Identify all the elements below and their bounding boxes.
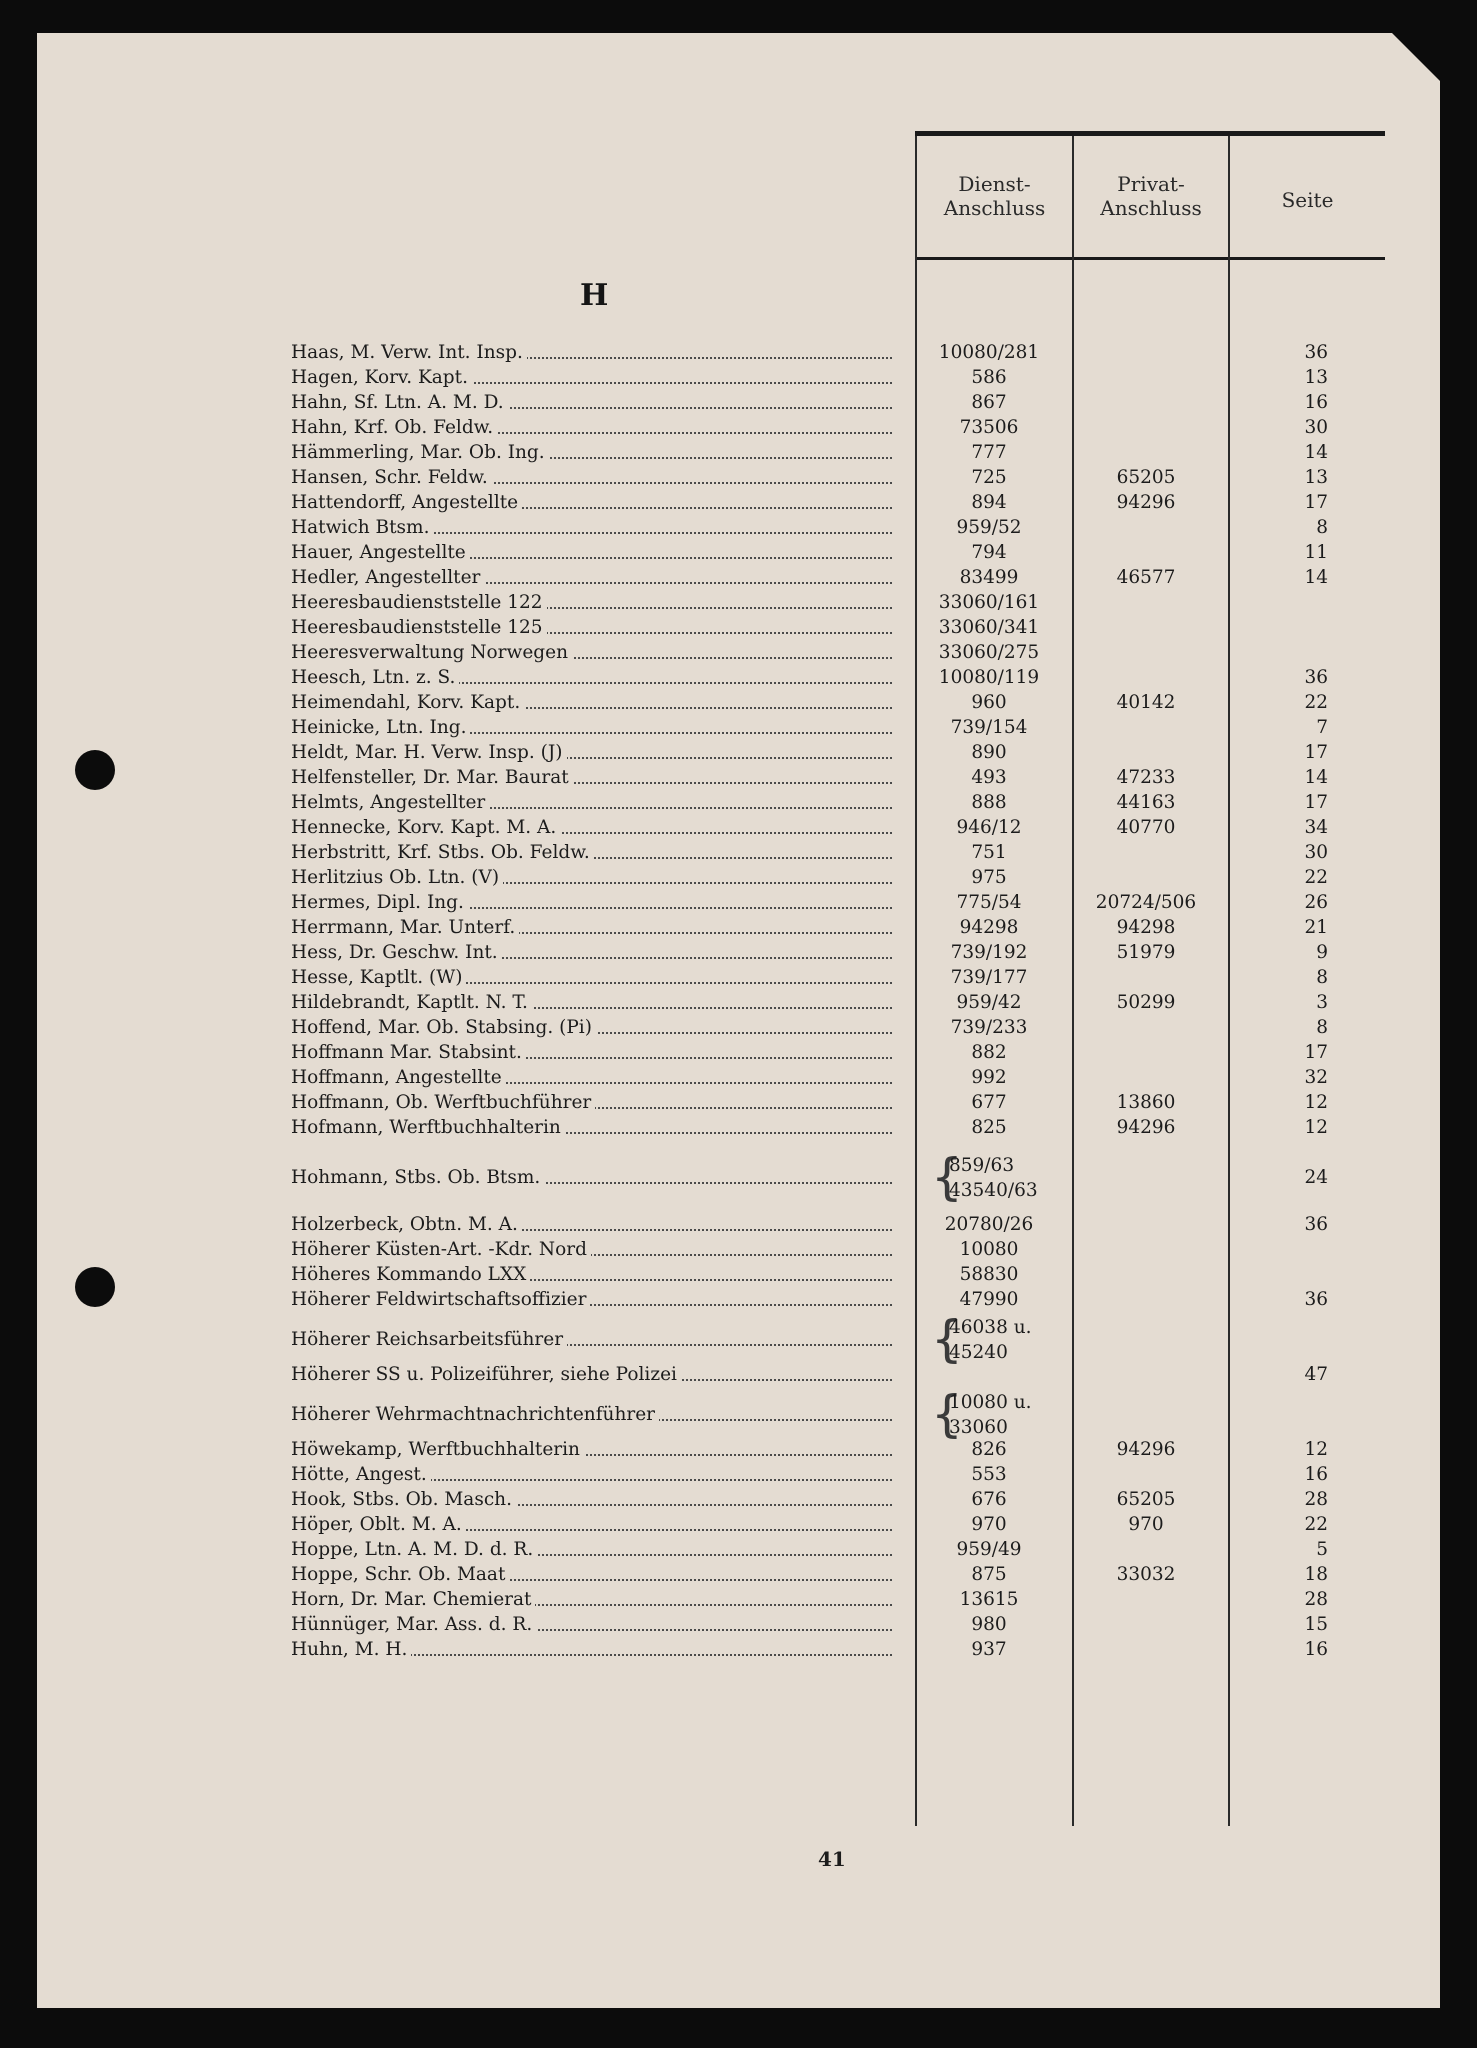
dienst-number-line: 10080 u. <box>949 1392 1032 1413</box>
table-row <box>291 815 1351 840</box>
table-row <box>291 540 1351 565</box>
dienst-header-line: Anschluss <box>943 196 1046 220</box>
dienst-number: 10080 <box>959 1239 1019 1260</box>
page-reference: 12 <box>1304 1117 1328 1138</box>
table-row <box>291 1637 1351 1662</box>
entry-name-cell <box>291 515 896 540</box>
dienst-number: 676 <box>971 1489 1007 1510</box>
dienst-number: 739/233 <box>950 1017 1028 1038</box>
entry-name: Höherer Reichsarbeitsführer <box>291 1329 567 1350</box>
dienst-number: 975 <box>971 867 1007 888</box>
dienst-number: 867 <box>971 392 1007 413</box>
brace-glyph: { <box>931 1148 963 1206</box>
entry-name-cell <box>291 1362 896 1387</box>
entry-name: Höherer Küsten-Art. -Kdr. Nord <box>291 1239 591 1260</box>
entry-name: Hildebrandt, Kaptlt. N. T. <box>291 992 532 1013</box>
entry-name: Höper, Oblt. M. A. <box>291 1514 466 1535</box>
table-top-rule <box>915 131 1385 136</box>
entry-name: Hattendorff, Angestellte <box>291 492 522 513</box>
entry-name: Horn, Dr. Mar. Chemierat <box>291 1589 535 1610</box>
dienst-number: 33060/275 <box>938 642 1040 663</box>
entry-name: Herrmann, Mar. Unterf. <box>291 917 519 938</box>
entry-name-cell <box>291 690 896 715</box>
table-row <box>291 790 1351 815</box>
table-row <box>291 1040 1351 1065</box>
entry-name-cell <box>291 490 896 515</box>
privat-number: 94296 <box>1116 1117 1176 1138</box>
entry-name-cell <box>291 840 896 865</box>
dienst-number-line: 45240 <box>949 1342 1008 1363</box>
entry-name: Herbstritt, Krf. Stbs. Ob. Feldw. <box>291 842 594 863</box>
table-row <box>291 390 1351 415</box>
entry-name-cell <box>291 1065 896 1090</box>
dienst-number: 890 <box>971 742 1007 763</box>
entry-name-cell <box>291 1562 896 1587</box>
punch-hole-bottom <box>75 1267 115 1307</box>
table-row <box>291 490 1351 515</box>
table-row <box>291 1065 1351 1090</box>
entry-name-cell <box>291 1115 896 1140</box>
page-reference: 30 <box>1304 417 1328 438</box>
table-row <box>291 1090 1351 1115</box>
privat-number: 65205 <box>1116 1489 1176 1510</box>
entry-name-cell <box>291 590 896 615</box>
entry-name-cell <box>291 865 896 890</box>
page-reference: 16 <box>1304 1464 1328 1485</box>
page-reference: 32 <box>1304 1067 1328 1088</box>
entry-name: Hennecke, Korv. Kapt. M. A. <box>291 817 560 838</box>
page-reference: 28 <box>1304 1589 1328 1610</box>
entry-name-cell <box>291 1237 896 1262</box>
page-reference: 36 <box>1304 667 1328 688</box>
page-reference: 13 <box>1304 367 1328 388</box>
entry-name: Hesse, Kaptlt. (W) <box>291 967 466 988</box>
page-reference: 9 <box>1316 942 1328 963</box>
dienst-number: 739/192 <box>950 942 1028 963</box>
table-row <box>291 565 1351 590</box>
dienst-number: 33060/341 <box>938 617 1040 638</box>
page-reference: 8 <box>1316 1017 1328 1038</box>
table-row <box>291 1237 1351 1262</box>
dienst-number: 826 <box>971 1439 1007 1460</box>
entry-name-cell <box>291 1612 896 1637</box>
table-row <box>291 1148 1351 1206</box>
table-row <box>291 615 1351 640</box>
entry-name: Heesch, Ltn. z. S. <box>291 667 459 688</box>
page-reference: 17 <box>1304 492 1328 513</box>
page-reference: 30 <box>1304 842 1328 863</box>
privat-number: 13860 <box>1116 1092 1176 1113</box>
table-row <box>291 890 1351 915</box>
page-reference: 34 <box>1304 817 1328 838</box>
privat-header-line: Anschluss <box>1100 196 1202 220</box>
entry-name: Hämmerling, Mar. Ob. Ing. <box>291 442 549 463</box>
page-reference: 28 <box>1304 1489 1328 1510</box>
entry-name-cell <box>291 1637 896 1662</box>
page-reference: 17 <box>1304 1042 1328 1063</box>
dienst-number: 777 <box>971 442 1007 463</box>
dienst-number: 33060/161 <box>938 592 1040 613</box>
page-reference: 14 <box>1304 442 1328 463</box>
dienst-number: 992 <box>971 1067 1007 1088</box>
entry-name-cell <box>291 1402 896 1427</box>
entry-name-cell <box>291 1015 896 1040</box>
dienst-number: 13615 <box>959 1589 1019 1610</box>
page-reference: 13 <box>1304 467 1328 488</box>
dienst-number: 825 <box>971 1117 1007 1138</box>
dienst-number: 894 <box>971 492 1007 513</box>
table-row <box>291 465 1351 490</box>
page-reference: 14 <box>1304 767 1328 788</box>
entry-name: Huhn, M. H. <box>291 1639 411 1660</box>
dienst-number: 58830 <box>959 1264 1019 1285</box>
dienst-number: 959/42 <box>956 992 1022 1013</box>
privat-number: 970 <box>1128 1514 1164 1535</box>
entry-name-cell <box>291 565 896 590</box>
table-row <box>291 1437 1351 1462</box>
entry-name-cell <box>291 340 896 365</box>
privat-number: 94298 <box>1116 917 1176 938</box>
table-row <box>291 1562 1351 1587</box>
entry-name: Heeresbaudienststelle 125 <box>291 617 547 638</box>
page-number: 41 <box>818 1847 846 1871</box>
seite-header-label: Seite <box>1281 188 1334 212</box>
table-row <box>291 1487 1351 1512</box>
dienst-number: 10080/281 <box>938 342 1040 363</box>
page-reference: 12 <box>1304 1439 1328 1460</box>
page-reference: 3 <box>1316 992 1328 1013</box>
entry-name: Hohmann, Stbs. Ob. Btsm. <box>291 1167 544 1188</box>
table-row <box>291 1512 1351 1537</box>
entry-name-cell <box>291 615 896 640</box>
entry-name: Helmts, Angestellter <box>291 792 489 813</box>
table-row <box>291 1287 1351 1312</box>
entry-name-cell <box>291 1512 896 1537</box>
entry-name: Hatwich Btsm. <box>291 517 433 538</box>
dienst-number: 94298 <box>959 917 1019 938</box>
entry-name-cell <box>291 1537 896 1562</box>
table-row <box>291 1310 1351 1368</box>
page-reference: 15 <box>1304 1614 1328 1635</box>
table-row <box>291 1612 1351 1637</box>
entry-name: Höherer Feldwirtschaftsoffizier <box>291 1289 590 1310</box>
entry-name: Hedler, Angestellter <box>291 567 484 588</box>
privat-number: 94296 <box>1116 492 1176 513</box>
dienst-number: 73506 <box>959 417 1019 438</box>
entry-name: Hahn, Krf. Ob. Feldw. <box>291 417 497 438</box>
entry-name-cell <box>291 1090 896 1115</box>
entry-name-cell <box>291 540 896 565</box>
entry-name: Hoppe, Ltn. A. M. D. d. R. <box>291 1539 537 1560</box>
page-reference: 16 <box>1304 392 1328 413</box>
table-row <box>291 1462 1351 1487</box>
dienst-number: 970 <box>971 1514 1007 1535</box>
entry-name: Hermes, Dipl. Ing. <box>291 892 468 913</box>
entry-name-cell <box>291 990 896 1015</box>
dienst-number: 794 <box>971 542 1007 563</box>
table-row <box>291 840 1351 865</box>
privat-number: 40770 <box>1116 817 1176 838</box>
dienst-number-line: 43540/63 <box>949 1180 1038 1201</box>
entry-name-cell <box>291 765 896 790</box>
dienst-number: 959/52 <box>956 517 1022 538</box>
entry-name: Hoppe, Schr. Ob. Maat <box>291 1564 509 1585</box>
dienst-number: 20780/26 <box>944 1214 1034 1235</box>
page-reference: 17 <box>1304 742 1328 763</box>
entry-name: Hess, Dr. Geschw. Int. <box>291 942 502 963</box>
page-reference: 18 <box>1304 1564 1328 1585</box>
page-reference: 36 <box>1304 1289 1328 1310</box>
table-row <box>291 965 1351 990</box>
entry-name: Hauer, Angestellte <box>291 542 470 563</box>
page-reference: 8 <box>1316 517 1328 538</box>
dienst-number: 875 <box>971 1564 1007 1585</box>
table-row <box>291 715 1351 740</box>
entry-name-cell <box>291 1262 896 1287</box>
table-row <box>291 515 1351 540</box>
table-row <box>291 640 1351 665</box>
table-row <box>291 665 1351 690</box>
dienst-number: 493 <box>971 767 1007 788</box>
entry-name: Helfensteller, Dr. Mar. Baurat <box>291 767 573 788</box>
folded-corner <box>1392 33 1444 85</box>
privat-number: 94296 <box>1116 1439 1176 1460</box>
dienst-number: 677 <box>971 1092 1007 1113</box>
dienst-number: 888 <box>971 792 1007 813</box>
entry-name: Hoffend, Mar. Ob. Stabsing. (Pi) <box>291 1017 596 1038</box>
page-reference: 8 <box>1316 967 1328 988</box>
table-row <box>291 440 1351 465</box>
dienst-number: 725 <box>971 467 1007 488</box>
privat-number: 51979 <box>1116 942 1176 963</box>
dienst-number: 739/154 <box>950 717 1028 738</box>
entry-name: Höwekamp, Werftbuchhalterin <box>291 1439 584 1460</box>
page-reference: 12 <box>1304 1092 1328 1113</box>
table-row <box>291 765 1351 790</box>
section-letter: H <box>580 278 609 313</box>
entry-name: Hünnüger, Mar. Ass. d. R. <box>291 1614 536 1635</box>
entry-name-cell <box>291 440 896 465</box>
page-reference: 36 <box>1304 1214 1328 1235</box>
page-reference: 7 <box>1316 717 1328 738</box>
entry-name-cell <box>291 815 896 840</box>
entry-name-cell <box>291 415 896 440</box>
privat-number: 40142 <box>1116 692 1176 713</box>
brace-glyph: { <box>931 1310 963 1368</box>
entry-name: Heeresbaudienststelle 122 <box>291 592 547 613</box>
page-reference: 24 <box>1304 1167 1328 1188</box>
entry-name-cell <box>291 1327 896 1352</box>
page-reference: 47 <box>1304 1364 1328 1385</box>
dienst-number: 553 <box>971 1464 1007 1485</box>
punch-hole-top <box>75 750 115 790</box>
dienst-number: 10080/119 <box>938 667 1040 688</box>
entry-name: Hötte, Angest. <box>291 1464 431 1485</box>
table-row <box>291 990 1351 1015</box>
entry-name-cell <box>291 1587 896 1612</box>
dienst-multi-cell <box>931 1310 1071 1368</box>
dienst-number: 959/49 <box>956 1539 1022 1560</box>
privat-number: 44163 <box>1116 792 1176 813</box>
dienst-number: 882 <box>971 1042 1007 1063</box>
page-reference: 26 <box>1304 892 1328 913</box>
entry-name: Hofmann, Werftbuchhalterin <box>291 1117 565 1138</box>
entry-name-cell <box>291 465 896 490</box>
entry-name-cell <box>291 1437 896 1462</box>
table-row <box>291 865 1351 890</box>
table-row <box>291 1262 1351 1287</box>
table-row <box>291 340 1351 365</box>
table-row <box>291 1362 1351 1387</box>
table-row <box>291 365 1351 390</box>
entry-name-cell <box>291 640 896 665</box>
dienst-number: 946/12 <box>956 817 1022 838</box>
table-row <box>291 1115 1351 1140</box>
entry-name: Hagen, Korv. Kapt. <box>291 367 472 388</box>
entry-name: Hoffmann, Angestellte <box>291 1067 506 1088</box>
dienst-column-header <box>917 172 1072 220</box>
entry-name: Haas, M. Verw. Int. Insp. <box>291 342 527 363</box>
entry-name-cell <box>291 940 896 965</box>
entry-name: Hansen, Schr. Feldw. <box>291 467 492 488</box>
privat-number: 50299 <box>1116 992 1176 1013</box>
dienst-number: 739/177 <box>950 967 1028 988</box>
dienst-number: 775/54 <box>956 892 1022 913</box>
page-reference: 22 <box>1304 1514 1328 1535</box>
entry-name-cell <box>291 1212 896 1237</box>
table-row <box>291 940 1351 965</box>
page-reference: 16 <box>1304 1639 1328 1660</box>
dienst-number-line: 46038 u. <box>949 1317 1032 1338</box>
entry-name: Hoffmann Mar. Stabsint. <box>291 1042 526 1063</box>
table-row <box>291 1385 1351 1443</box>
dienst-number-line: 33060 <box>949 1417 1008 1438</box>
table-row <box>291 1015 1351 1040</box>
privat-number: 33032 <box>1116 1564 1176 1585</box>
entry-name: Heinicke, Ltn. Ing. <box>291 717 470 738</box>
entry-name: Hook, Stbs. Ob. Masch. <box>291 1489 516 1510</box>
entry-name-cell <box>291 715 896 740</box>
entry-name-cell <box>291 665 896 690</box>
page-reference: 5 <box>1316 1539 1328 1560</box>
table-row <box>291 1537 1351 1562</box>
dienst-number: 980 <box>971 1614 1007 1635</box>
entry-name-cell <box>291 1487 896 1512</box>
dienst-number: 960 <box>971 692 1007 713</box>
page-reference: 17 <box>1304 792 1328 813</box>
entry-name-cell <box>291 1287 896 1312</box>
brace-glyph: { <box>931 1385 963 1443</box>
privat-number: 65205 <box>1116 467 1176 488</box>
entry-name: Heeresverwaltung Norwegen <box>291 642 572 663</box>
entry-name-cell <box>291 915 896 940</box>
dienst-number: 586 <box>971 367 1007 388</box>
dienst-number: 937 <box>971 1639 1007 1660</box>
entry-name-cell <box>291 1462 896 1487</box>
dienst-number: 751 <box>971 842 1007 863</box>
entry-name-cell <box>291 365 896 390</box>
privat-number: 20724/506 <box>1095 892 1197 913</box>
entry-name: Holzerbeck, Obtn. M. A. <box>291 1214 522 1235</box>
page-reference: 22 <box>1304 867 1328 888</box>
entry-name: Heimendahl, Korv. Kapt. <box>291 692 524 713</box>
entry-name: Hahn, Sf. Ltn. A. M. D. <box>291 392 508 413</box>
page-reference: 11 <box>1304 542 1328 563</box>
table-row <box>291 690 1351 715</box>
entry-name-cell <box>291 890 896 915</box>
seite-column-header <box>1230 188 1385 212</box>
privat-header-line: Privat- <box>1117 172 1185 196</box>
entry-name-cell <box>291 965 896 990</box>
dienst-multi-cell <box>931 1148 1071 1206</box>
table-row <box>291 740 1351 765</box>
page-reference: 36 <box>1304 342 1328 363</box>
table-row <box>291 1212 1351 1237</box>
entry-name-cell <box>291 790 896 815</box>
entry-name: Heldt, Mar. H. Verw. Insp. (J) <box>291 742 567 763</box>
entry-name-cell <box>291 390 896 415</box>
page-reference: 14 <box>1304 567 1328 588</box>
table-row <box>291 415 1351 440</box>
dienst-number: 83499 <box>959 567 1019 588</box>
privat-number: 46577 <box>1116 567 1176 588</box>
privat-number: 47233 <box>1116 767 1176 788</box>
page-reference: 21 <box>1304 917 1328 938</box>
privat-column-header <box>1074 172 1228 220</box>
entry-name: Höherer Wehrmachtnachrichtenführer <box>291 1404 659 1425</box>
entry-name: Herlitzius Ob. Ltn. (V) <box>291 867 503 888</box>
header-bottom-rule <box>915 257 1385 260</box>
page-reference: 22 <box>1304 692 1328 713</box>
dienst-number-line: 859/63 <box>949 1155 1015 1176</box>
entry-name-cell <box>291 740 896 765</box>
dienst-header-line: Dienst- <box>958 172 1031 196</box>
table-row <box>291 1587 1351 1612</box>
entry-name-cell <box>291 1165 896 1190</box>
dienst-number: 47990 <box>959 1289 1019 1310</box>
entry-name-cell <box>291 1040 896 1065</box>
entry-name: Hoffmann, Ob. Werftbuchführer <box>291 1092 595 1113</box>
dienst-multi-cell <box>931 1385 1071 1443</box>
entry-name: Höheres Kommando LXX <box>291 1264 530 1285</box>
table-row <box>291 915 1351 940</box>
entry-name: Höherer SS u. Polizeiführer, siehe Polizei <box>291 1364 681 1385</box>
table-row <box>291 590 1351 615</box>
